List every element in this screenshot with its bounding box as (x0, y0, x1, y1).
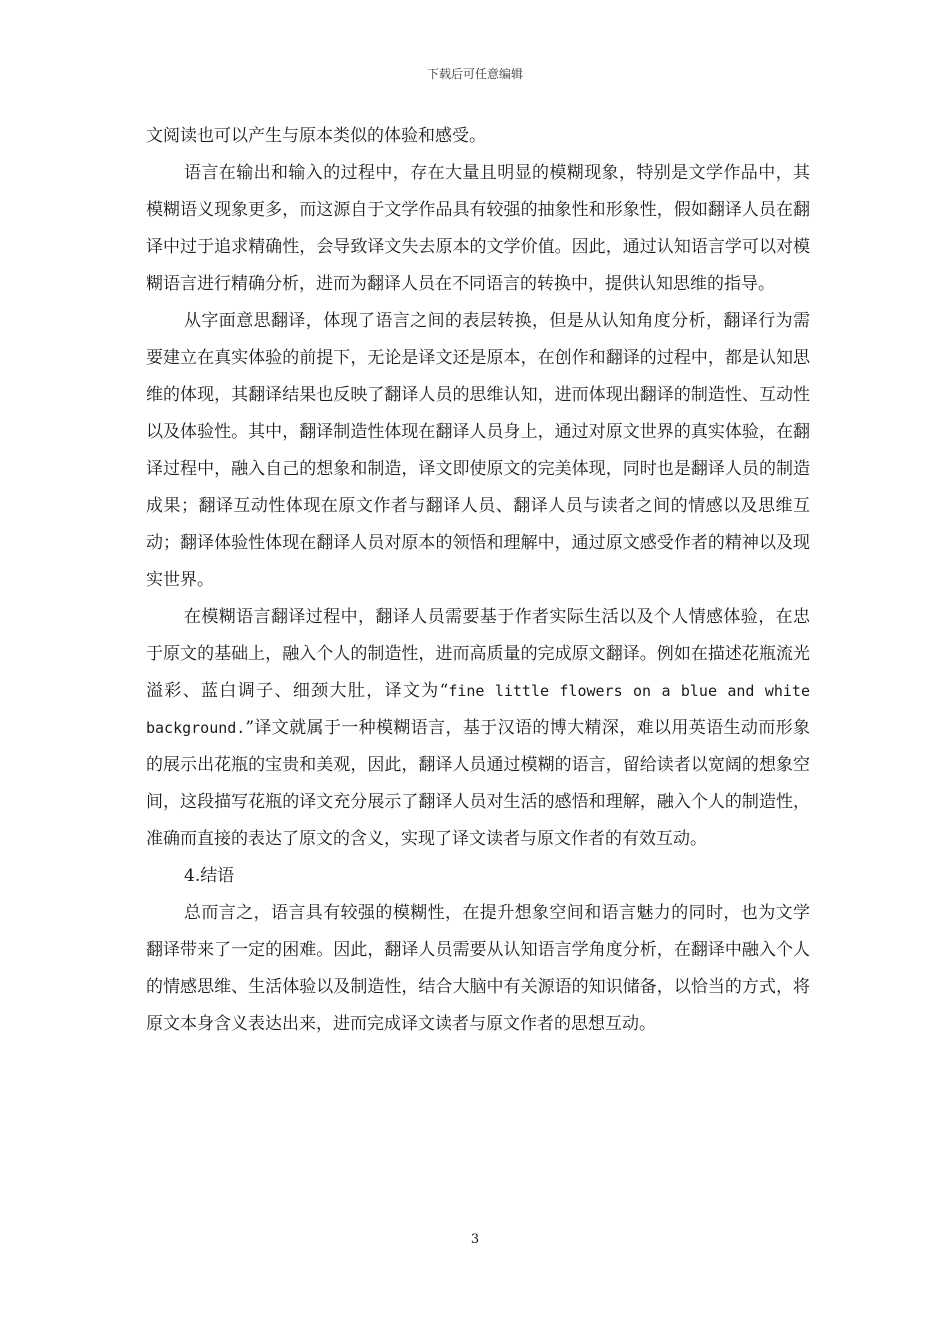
paragraph-vase-example (146, 599, 810, 858)
vase-example-text-after: ”译文就属于一种模糊语言，基于汉语的博大精深，难以用英语生动而形象的展示出花瓶的宝贵和美观，因此，翻译人员通过模糊的语言，留给读者以宽阔的想象空间，这段描写花瓶的译文充分展示了翻译人员对生活的感悟和理解，融入个人的制造性，准确而直接的表达了原文的含义，实现了译文读者与原文作者的有效互动。 (146, 718, 810, 849)
english-translation-quote: fine little flowers on a blue and white background. (146, 682, 810, 737)
vase-example-text-before: 在模糊语言翻译过程中，翻译人员需要基于作者实际生活以及个人情感体验，在忠于原文的基础上，融入个人的制造性，进而高质量的完成原文翻译。例如在描述花瓶流光溢彩、蓝白调子、细颈大肚，译文为“ (146, 607, 810, 701)
page-number: 3 (470, 1232, 480, 1247)
paragraph-continuation: 文阅读也可以产生与原本类似的体验和感受。 (146, 126, 486, 146)
paragraph-conclusion: 总而言之，语言具有较强的模糊性，在提升想象空间和语言魅力的同时，也为文学翻译带来了一定的困难。因此，翻译人员需要从认知语言学角度分析，在翻译中融入个人的情感思维、生活体验以及制造性，结合大脑中有关源语的知识储备，以恰当的方式，将原文本身含义表达出来，进而完成译文读者与原文作者的思想互动。 (146, 903, 810, 1034)
paragraph-fuzzy-language: 语言在输出和输入的过程中，存在大量且明显的模糊现象，特别是文学作品中，其模糊语义现象更多，而这源自于文学作品具有较强的抽象性和形象性，假如翻译人员在翻译中过于追求精确性，会导致译文失去原本的文学价值。因此，通过认知语言学可以对模糊语言进行精确分析，进而为翻译人员在不同语言的转换中，提供认知思维的指导。 (146, 163, 810, 294)
page-header: 下载后可任意编辑 (426, 67, 523, 81)
document-body (146, 118, 810, 1043)
paragraph-cognitive-translation: 从字面意思翻译，体现了语言之间的表层转换，但是从认知角度分析，翻译行为需要建立在真实体验的前提下，无论是译文还是原本，在创作和翻译的过程中，都是认知思维的体现，其翻译结果也反映了翻译人员的思维认知，进而体现出翻译的制造性、互动性以及体验性。其中，翻译制造性体现在翻译人员身上，通过对原文世界的真实体验，在翻译过程中，融入自己的想象和制造，译文即使原文的完美体现，同时也是翻译人员的制造成果；翻译互动性体现在原文作者与翻译人员、翻译人员与读者之间的情感以及思维互动；翻译体验性体现在翻译人员对原本的领悟和理解中，通过原文感受作者的精神以及现实世界。 (146, 311, 810, 590)
section-heading-conclusion: 4.结语 (184, 866, 235, 886)
